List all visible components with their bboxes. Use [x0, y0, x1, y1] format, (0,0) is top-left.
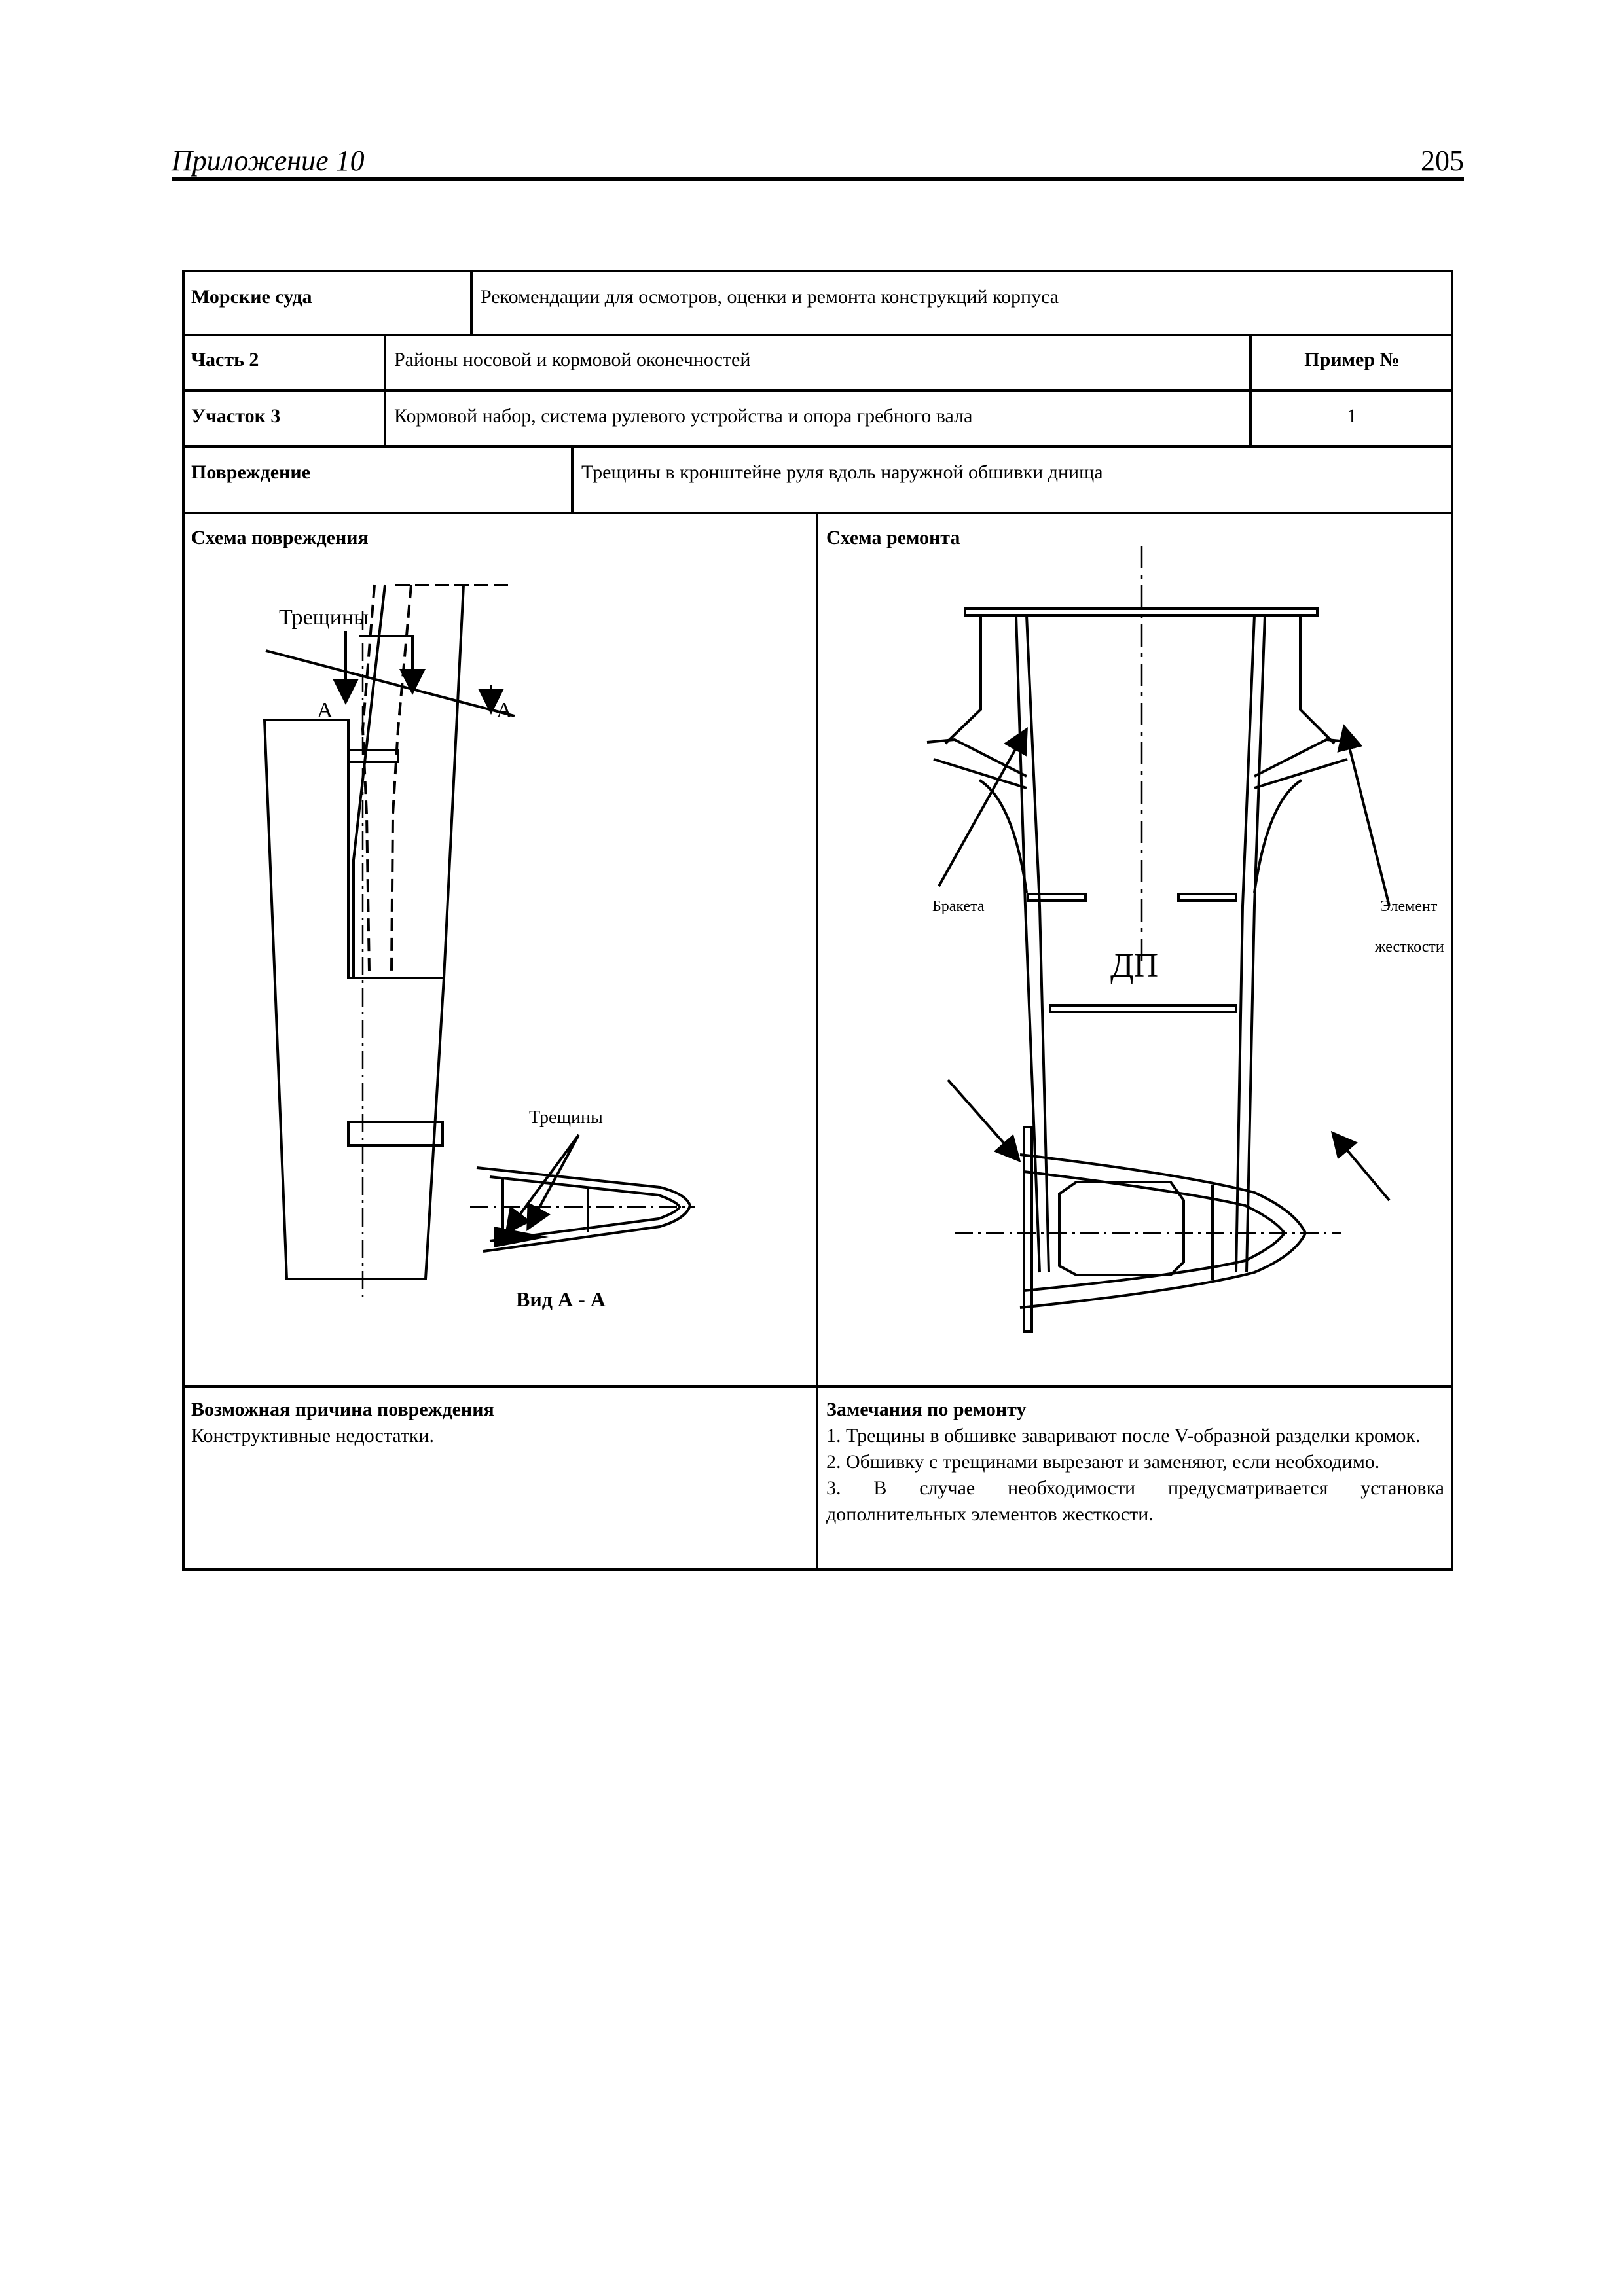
element-leader-top	[1345, 729, 1389, 906]
repair-card	[182, 270, 1453, 1571]
page-number: 205	[1421, 145, 1464, 177]
repair-scheme-drawing	[817, 513, 1453, 1386]
label-dp: ДП	[1110, 947, 1159, 984]
crack-leader-section-2	[508, 1135, 579, 1230]
repair-scheme-title: Схема ремонта	[826, 527, 960, 548]
shell-left-bottom	[934, 759, 1027, 788]
damage-scheme-drawing	[182, 513, 817, 1386]
bracket-right	[1254, 780, 1302, 893]
cause-block	[182, 1389, 817, 1571]
stiffener-right	[1178, 894, 1236, 901]
cause-title: Возможная причина повреждения	[191, 1399, 494, 1420]
header-rule	[172, 177, 1464, 181]
shell-right-bottom	[1254, 759, 1347, 788]
label-bracket: Бракета	[932, 898, 985, 915]
damage-scheme-title: Схема повреждения	[191, 527, 369, 548]
section-label: Участок 3	[191, 405, 281, 427]
example-label: Пример №	[1304, 349, 1400, 370]
frame-right-outer	[1300, 615, 1334, 744]
stern-post-aft	[444, 585, 464, 978]
repair-section-bracket-plate	[1024, 1127, 1032, 1331]
stiffener-left	[1028, 894, 1085, 901]
bracket-left	[979, 780, 1027, 893]
remark-item: 3. В случае необходимости предусматривается установка дополнительных элементов жесткости.	[826, 1477, 1444, 1525]
remark-item: 1. Трещины в обшивке заваривают после V-образной разделки кромок.	[826, 1425, 1421, 1446]
vessel-type-label: Морские суда	[191, 286, 312, 308]
label-cracks-top: Трещины	[279, 605, 369, 630]
repair-section-web-cutout	[1059, 1182, 1184, 1275]
label-a-right: А	[496, 698, 513, 723]
bracket-leader-bottom	[948, 1080, 1017, 1158]
element-leader-bottom	[1334, 1135, 1389, 1200]
shell-right-top	[1254, 740, 1354, 776]
remarks-block	[817, 1389, 1453, 1571]
example-number: 1	[1347, 405, 1357, 427]
section-line	[266, 651, 515, 716]
damage-description: Трещины в кронштейне руля вдоль наружной обшивки днища	[581, 461, 1103, 483]
part-label: Часть 2	[191, 349, 259, 370]
label-cracks-section: Трещины	[529, 1107, 603, 1128]
stern-post-hidden-2	[392, 585, 411, 971]
label-a-left: А	[317, 698, 333, 723]
remark-item: 2. Обшивку с трещинами вырезают и заменяют, если необходимо.	[826, 1451, 1380, 1473]
remarks-title: Замечания по ремонту	[826, 1399, 1027, 1420]
label-stiffness: жесткости	[1375, 939, 1444, 956]
section-title: Кормовой набор, система рулевого устройства и опора гребного вала	[394, 405, 973, 427]
stern-post-hidden-1	[363, 585, 374, 971]
document-title: Рекомендации для осмотров, оценки и ремонта конструкций корпуса	[481, 286, 1059, 308]
cross-member	[1050, 1005, 1236, 1012]
upper-plate	[348, 750, 398, 762]
appendix-title: Приложение 10	[172, 145, 365, 177]
stock-right-1	[1236, 615, 1254, 1272]
rudder-outline	[264, 720, 444, 1279]
running-header	[172, 144, 1464, 179]
label-view-aa: Вид А - А	[516, 1287, 606, 1311]
damage-label: Повреждение	[191, 461, 310, 483]
frame-left-outer	[945, 615, 981, 744]
label-element: Элемент	[1380, 898, 1438, 915]
part-title: Районы носовой и кормовой оконечностей	[394, 349, 751, 370]
remarks-list	[826, 1423, 1444, 1528]
cause-text: Конструктивные недостатки.	[191, 1425, 435, 1446]
